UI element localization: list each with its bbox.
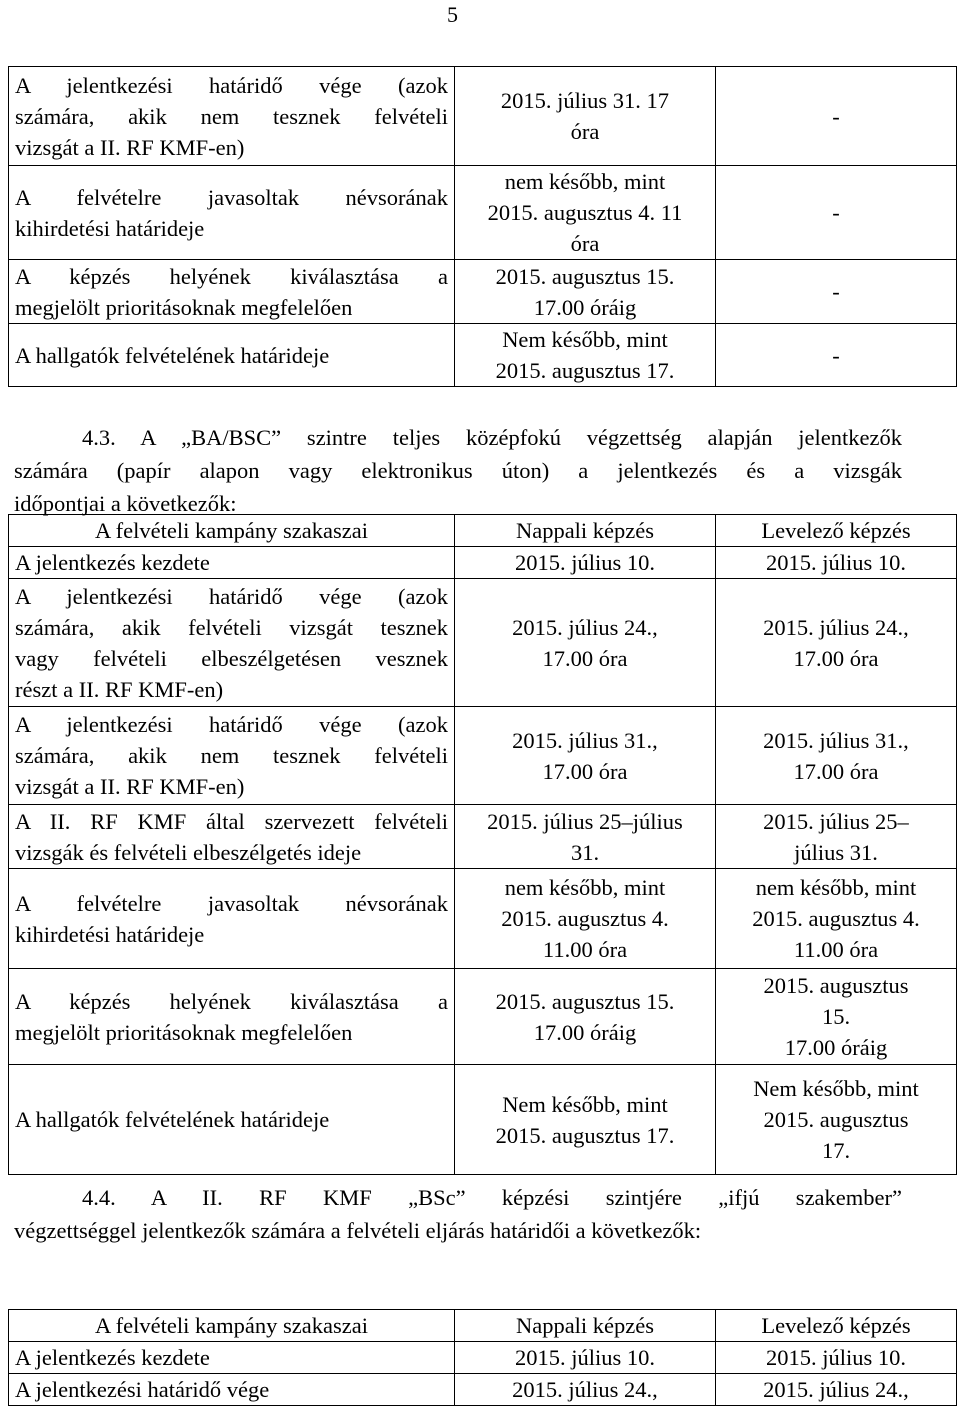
table-cell-value: Nem később, mint 2015. augusztus 17.: [455, 324, 716, 387]
table-cell-day: 2015. július 24., 17.00 óra: [455, 579, 716, 707]
table-row: [9, 324, 957, 387]
table-header-row: [9, 515, 957, 547]
table-cell-label: A felvételre javasoltak névsorának kihirdetési határideje: [9, 869, 455, 969]
table-cell-day: 2015. július 10.: [455, 547, 716, 579]
table-header-row: [9, 1310, 957, 1342]
table-cell-dash: -: [716, 67, 957, 166]
table-cell-day: 2015. július 24.,: [455, 1374, 716, 1406]
table-cell-correspondence: 2015. július 10.: [716, 1342, 957, 1374]
table-cell-label: A hallgatók felvételének határideje: [9, 1065, 455, 1175]
table-cell-correspondence: 2015. július 25– július 31.: [716, 805, 957, 869]
table-cell-correspondence: 2015. július 10.: [716, 547, 957, 579]
table-cell-correspondence: 2015. július 31., 17.00 óra: [716, 707, 957, 805]
table-row: [9, 869, 957, 969]
table-cell-label: A jelentkezési határidő vége: [9, 1374, 455, 1406]
table-cell-label: A II. RF KMF által szervezett felvételi vizsgák és felvételi elbeszélgetés ideje: [9, 805, 455, 869]
table-cell-day: 2015. július 31., 17.00 óra: [455, 707, 716, 805]
table-cell-dash: -: [716, 260, 957, 324]
column-header-correspondence: Levelező képzés: [716, 515, 957, 547]
table-cell-label: A jelentkezés kezdete: [9, 547, 455, 579]
table-row: [9, 805, 957, 869]
table-row: [9, 166, 957, 260]
table-cell-value: 2015. július 31. 17 óra: [455, 67, 716, 166]
table-cell-dash: -: [716, 166, 957, 260]
table-row: [9, 579, 957, 707]
deadline-table-bsc: [8, 514, 957, 1175]
table-cell-label: A jelentkezési határidő vége (azok számára, akik nem tesznek felvételi vizsgát a II. RF KMF-en): [9, 67, 455, 166]
table-cell-day: 2015. augusztus 15. 17.00 óráig: [455, 969, 716, 1065]
deadline-table-top: [8, 66, 957, 387]
section-4-3-paragraph: 4.3. A „BA/BSC” szintre teljes középfokú végzettség alapján jelentkezők számára (papír alapon vagy elektronikus úton) a jelentkezés és a vizsgák időpontjai a következők:: [14, 425, 902, 516]
table-row: [9, 547, 957, 579]
table-cell-day: Nem később, mint 2015. augusztus 17.: [455, 1065, 716, 1175]
table-cell-label: A jelentkezési határidő vége (azok számára, akik nem tesznek felvételi vizsgát a II. RF KMF-en): [9, 707, 455, 805]
table-row: [9, 1342, 957, 1374]
table-cell-day: nem később, mint 2015. augusztus 4. 11.00 óra: [455, 869, 716, 969]
table-row: [9, 969, 957, 1065]
table-cell-correspondence: 2015. július 24.,: [716, 1374, 957, 1406]
table-cell-day: 2015. július 10.: [455, 1342, 716, 1374]
section-4-4-paragraph: 4.4. A II. RF KMF „BSc” képzési szintjére „ifjú szakember” végzettséggel jelentkezők számára a felvételi eljárás határidői a következők:: [14, 1185, 902, 1243]
table-cell-correspondence: 2015. augusztus 15. 17.00 óráig: [716, 969, 957, 1065]
table-cell-label: A jelentkezési határidő vége (azok számára, akik felvételi vizsgát tesznek vagy felvételi elbeszélgetésen vesznek részt a II. RF KMF-en): [9, 579, 455, 707]
table-cell-day: 2015. július 25–július 31.: [455, 805, 716, 869]
column-header-phase: A felvételi kampány szakaszai: [9, 1310, 455, 1342]
page-number: 5: [447, 2, 458, 27]
table-row: [9, 1065, 957, 1175]
column-header-correspondence: Levelező képzés: [716, 1310, 957, 1342]
table-row: [9, 260, 957, 324]
column-header-day: Nappali képzés: [455, 1310, 716, 1342]
table-cell-value: 2015. augusztus 15. 17.00 óráig: [455, 260, 716, 324]
table-cell-label: A hallgatók felvételének határideje: [9, 324, 455, 387]
column-header-phase: A felvételi kampány szakaszai: [9, 515, 455, 547]
table-cell-correspondence: nem később, mint 2015. augusztus 4. 11.00 óra: [716, 869, 957, 969]
table-row: [9, 67, 957, 166]
table-cell-label: A jelentkezés kezdete: [9, 1342, 455, 1374]
table-cell-value: nem később, mint 2015. augusztus 4. 11 óra: [455, 166, 716, 260]
table-cell-label: A képzés helyének kiválasztása a megjelölt prioritásoknak megfelelően: [9, 260, 455, 324]
table-row: [9, 707, 957, 805]
table-cell-label: A képzés helyének kiválasztása a megjelölt prioritásoknak megfelelően: [9, 969, 455, 1065]
table-cell-correspondence: 2015. július 24., 17.00 óra: [716, 579, 957, 707]
table-cell-correspondence: Nem később, mint 2015. augusztus 17.: [716, 1065, 957, 1175]
table-row: [9, 1374, 957, 1406]
table-cell-label: A felvételre javasoltak névsorának kihirdetési határideje: [9, 166, 455, 260]
deadline-table-young-specialist: [8, 1309, 957, 1406]
table-cell-dash: -: [716, 324, 957, 387]
column-header-day: Nappali képzés: [455, 515, 716, 547]
